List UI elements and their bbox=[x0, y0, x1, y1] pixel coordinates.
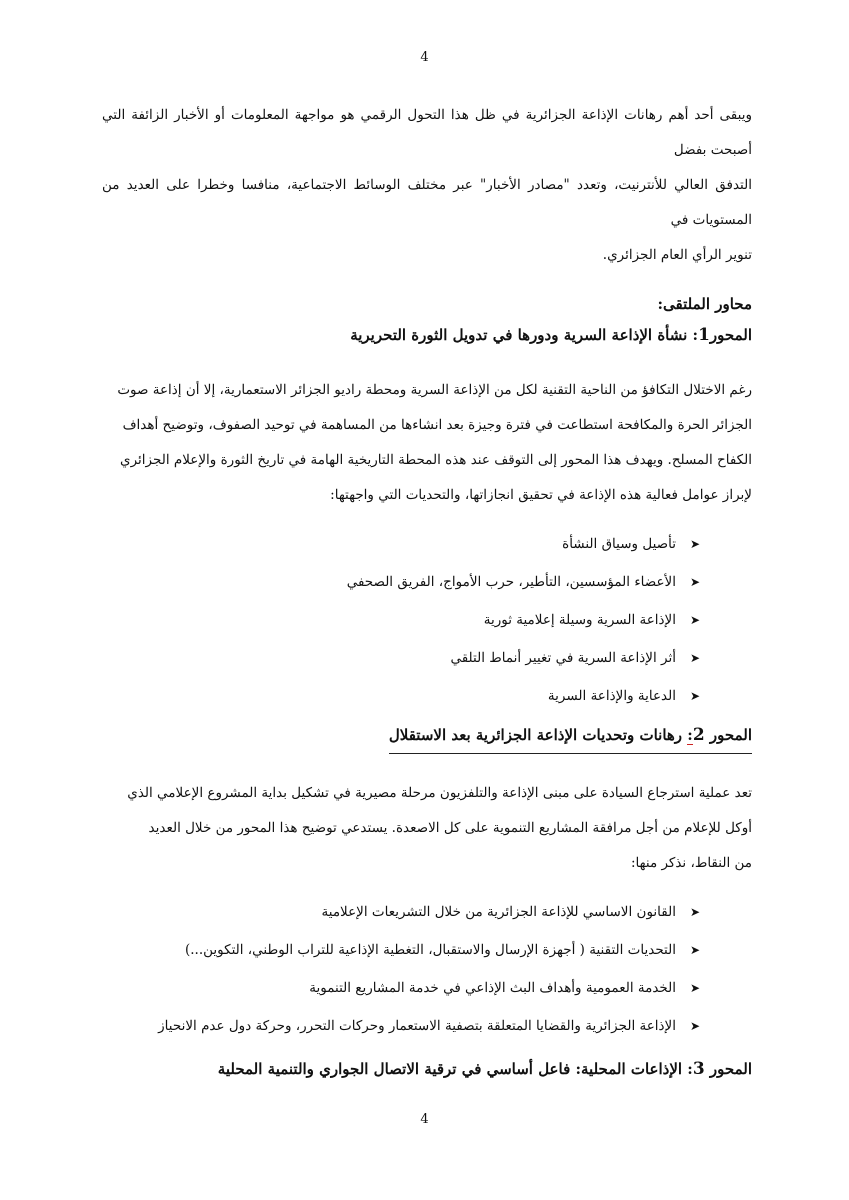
arrow-bullet-icon: ➤ bbox=[689, 689, 700, 703]
list-item bbox=[102, 525, 700, 563]
list-item bbox=[102, 969, 700, 1007]
document-body bbox=[102, 98, 752, 1085]
arrow-bullet-icon: ➤ bbox=[689, 613, 700, 627]
axis-2-number: 2 bbox=[692, 725, 705, 745]
axes-title: محاور الملتقى: bbox=[657, 295, 752, 313]
axis-1-paragraph bbox=[102, 373, 752, 513]
axis-1-title: : نشأة الإذاعة السرية ودورها في تدويل الثورة التحريرية bbox=[350, 326, 699, 344]
axis-1-line: الجزائر الحرة والمكافحة استطاعت في فترة وجيزة بعد انشاءها من المساهمة في توحيد الصفوف، وتوضيح أهداف bbox=[122, 417, 752, 433]
axis-2-prefix: المحور bbox=[709, 726, 752, 744]
list-item bbox=[102, 639, 700, 677]
bullet-text: أثر الإذاعة السرية في تغيير أنماط التلقي bbox=[450, 650, 676, 666]
bullet-text: الدعاية والإذاعة السرية bbox=[547, 688, 676, 704]
list-item bbox=[102, 1007, 700, 1045]
list-item bbox=[102, 677, 700, 715]
bullet-text: الإذاعة الجزائرية والقضايا المتعلقة بتصفية الاستعمار وحركات التحرر، وحركة دول عدم الانحياز bbox=[158, 1018, 676, 1034]
axis-1-line: لإبراز عوامل فعالية هذه الإذاعة في تحقيق انجازاتها، والتحديات التي واجهتها: bbox=[330, 487, 752, 503]
list-item bbox=[102, 931, 700, 969]
bullet-text: الإذاعة السرية وسيلة إعلامية ثورية bbox=[483, 612, 676, 628]
axis-1-heading bbox=[102, 319, 752, 351]
axis-1-prefix: المحور bbox=[709, 326, 752, 344]
axis-3-number: 3 bbox=[692, 1059, 705, 1079]
page-number-top: 4 bbox=[420, 50, 429, 65]
axis-2-line: تعد عملية استرجاع السيادة على مبنى الإذاعة والتلفزيون مرحلة مصيرية في تشكيل بداية المشروع الإعلامي الذي bbox=[127, 785, 752, 801]
axis-2-title: رهانات وتحديات الإذاعة الجزائرية بعد الاستقلال bbox=[388, 726, 688, 744]
axis-2-line: أوكل للإعلام من أجل مرافقة المشاريع التنموية على كل الاصعدة. يستدعي توضيح هذا المحور من خلال العديد bbox=[148, 820, 752, 836]
arrow-bullet-icon: ➤ bbox=[689, 981, 700, 995]
axis-1-bullet-list bbox=[102, 525, 752, 715]
list-item bbox=[102, 893, 700, 931]
axis-3-heading bbox=[102, 1053, 752, 1085]
axis-2-bullet-list bbox=[102, 893, 752, 1045]
intro-line-3: تنوير الرأي العام الجزائري. bbox=[602, 247, 752, 263]
list-item bbox=[102, 601, 700, 639]
arrow-bullet-icon: ➤ bbox=[689, 537, 700, 551]
axis-3-prefix: المحور bbox=[709, 1060, 752, 1078]
axis-1-line: الكفاح المسلح. ويهدف هذا المحور إلى التوقف عند هذه المحطة التاريخية الهامة في تاريخ الثورة والإعلام الجزائري bbox=[120, 452, 752, 468]
axis-2-paragraph bbox=[102, 776, 752, 881]
arrow-bullet-icon: ➤ bbox=[689, 905, 700, 919]
axis-2-underlined-title bbox=[389, 719, 752, 754]
bullet-text: التحديات التقنية ( أجهزة الإرسال والاستقبال، التغطية الإذاعية للتراب الوطني، التكوين...) bbox=[184, 942, 676, 958]
bullet-text: تأصيل وسياق النشأة bbox=[562, 536, 676, 552]
axis-1-line: رغم الاختلال التكافؤ من الناحية التقنية لكل من الإذاعة السرية ومحطة راديو الجزائر الاستعمارية، إلا أن إذاعة صوت bbox=[117, 382, 752, 398]
axis-2-separator: : bbox=[687, 726, 693, 744]
bullet-text: الخدمة العمومية وأهداف البث الإذاعي في خدمة المشاريع التنموية bbox=[309, 980, 676, 996]
intro-line-2: التدفق العالي للأنترنيت، وتعدد "مصادر الأخبار" عبر مختلف الوسائط الاجتماعية، منافسا وخطرا على العديد من المستويات في bbox=[102, 177, 752, 228]
bullet-text: القانون الاساسي للإذاعة الجزائرية من خلال التشريعات الإعلامية bbox=[321, 904, 676, 920]
arrow-bullet-icon: ➤ bbox=[689, 651, 700, 665]
arrow-bullet-icon: ➤ bbox=[689, 943, 700, 957]
intro-line-1: ويبقى أحد أهم رهانات الإذاعة الجزائرية في ظل هذا التحول الرقمي هو مواجهة المعلومات أو الأخبار الزائفة التي أصبحت بفضل bbox=[102, 107, 752, 158]
arrow-bullet-icon: ➤ bbox=[689, 1019, 700, 1033]
list-item bbox=[102, 563, 700, 601]
axis-3-title: : الإذاعات المحلية: فاعل أساسي في ترقية الاتصال الجواري والتنمية المحلية bbox=[217, 1060, 693, 1078]
page-number-bottom: 4 bbox=[420, 1112, 429, 1127]
axis-1-number: 1 bbox=[698, 325, 710, 345]
intro-paragraph bbox=[102, 98, 752, 273]
bullet-text: الأعضاء المؤسسين، التأطير، حرب الأمواج، الفريق الصحفي bbox=[346, 574, 676, 590]
axis-2-line: من النقاط، نذكر منها: bbox=[630, 855, 752, 871]
arrow-bullet-icon: ➤ bbox=[689, 575, 700, 589]
axis-2-heading bbox=[102, 719, 752, 754]
